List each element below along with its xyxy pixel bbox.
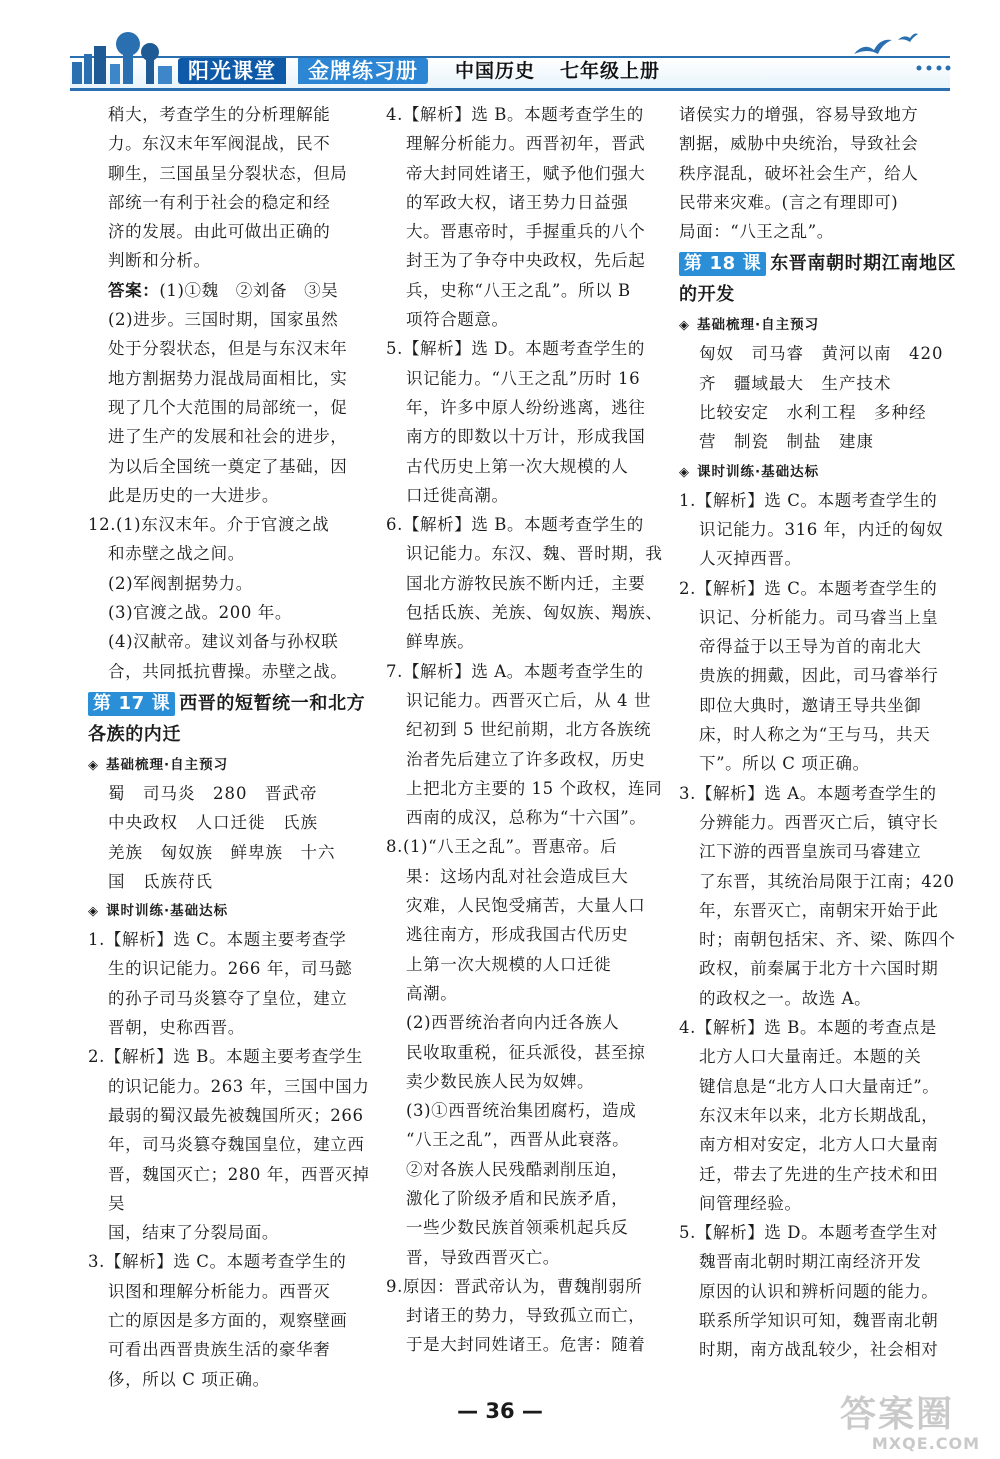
text-line: 政权，前秦属于北方十六国时期 (699, 959, 939, 979)
text-line: 地方割据势力混战局面相比，实 (108, 368, 348, 388)
text-line: 1.【解析】选 C。本题主要考查学 (88, 930, 347, 950)
text-line: 识记、分析能力。司马睿当上皇 (699, 607, 939, 627)
text-line: 秩序混乱，破坏社会生产，给人 (679, 163, 919, 183)
text-line: 的识记能力。263 年，三国中国力 (108, 1076, 370, 1096)
section-heading: ◈ 课时训练·基础达标 (679, 459, 961, 486)
text-line: ②对各族人民残酷剥削压迫， (406, 1159, 629, 1179)
text-line: 理解分析能力。西晋初年，晋武 (406, 134, 646, 154)
text-line: 南方的即数以十万计，形成我国 (406, 427, 646, 447)
skyline-icon (70, 28, 180, 88)
lesson-17-heading (88, 688, 370, 750)
text-line: 江下游的西晋皇族司马睿建立 (699, 842, 922, 862)
text-line: 时期，南方战乱较少，社会相对 (699, 1340, 939, 1360)
diamond-icon: ◈ (679, 464, 690, 480)
text-line: 5.【解析】选 D。本题考查学生对 (679, 1223, 938, 1243)
lesson-18-heading (679, 248, 961, 310)
text-line: 年，司马炎篡夺魏国皇位，建立西 (108, 1135, 365, 1155)
text-line: 民收取重税，征兵派役，甚至掠 (406, 1042, 646, 1062)
text-line: 年，许多中原人纷纷逃离，逃往 (406, 397, 646, 417)
keyword-line: 中央政权 人口迁徙 氏族 (108, 813, 318, 833)
text-line: 9.原因：晋武帝认为，曹魏削弱所 (386, 1276, 643, 1296)
section-heading: ◈ 基础梳理·自主预习 (88, 752, 370, 779)
column-1 (88, 100, 370, 1394)
subject-label: 中国历史 (455, 60, 536, 82)
keyword-line: 国 氐族苻氏 (108, 871, 213, 891)
text-line: 国北方游牧民族不断内迁，主要 (406, 573, 646, 593)
text-line: 逃往南方，形成我国古代历史 (406, 925, 629, 945)
text-line: 贵族的拥戴，因此，司马睿举行 (699, 666, 939, 686)
text-line: 处于分裂状态，但是与东汉末年 (108, 339, 348, 359)
column-2 (386, 100, 668, 1360)
page-header (70, 28, 950, 88)
text-line: 亡的原因是多方面的，观察壁画 (108, 1310, 348, 1330)
text-line: 时；南朝包括宋、齐、梁、陈四个 (699, 930, 956, 950)
text-line: 项符合题意。 (406, 310, 509, 330)
text-line: 一些少数民族首领乘机起兵反 (406, 1218, 629, 1238)
text-line: 稍大，考查学生的分析理解能 (108, 105, 331, 124)
text-line: 部统一有利于社会的稳定和经 (108, 192, 331, 212)
text-line: 古代历史上第一次大规模的人 (406, 456, 629, 476)
text-line: 的孙子司马炎篡夺了皇位，建立 (108, 988, 348, 1008)
text-line: 了东晋，其统治局限于江南；420 (699, 871, 955, 891)
text-line: 4.【解析】选 B。本题的考查点是 (679, 1018, 937, 1038)
lesson-title: 西晋的短暂统一和北方各族的内迁 (88, 692, 366, 745)
text-line: 大。晋惠帝时，手握重兵的八个 (406, 222, 646, 242)
text-line: 下”。所以 C 项正确。 (699, 754, 870, 774)
text-line: 纪初到 5 世纪前期，北方各族统 (406, 720, 652, 740)
text-line: 4.【解析】选 B。本题考查学生的 (386, 105, 644, 124)
text-line: 兵，史称“八王之乱”。所以 B (406, 280, 631, 300)
lesson-title: 东晋南朝时期江南地区的开发 (679, 253, 957, 306)
watermark-url: MXQE.COM (871, 1434, 980, 1453)
keyword-line: 羌族 匈奴族 鲜卑族 十六 (108, 842, 336, 862)
text-line: 识记能力。西晋灭亡后，从 4 世 (406, 690, 652, 710)
text-line: (2)西晋统治者向内迁各族人 (406, 1013, 620, 1033)
text-line: 识图和理解分析能力。西晋灭 (108, 1281, 331, 1301)
text-line: 晋朝，史称西晋。 (108, 1018, 245, 1038)
text-line: (3)官渡之战。200 年。 (108, 603, 293, 623)
text-line: 西南的成汉，总称为“十六国”。 (406, 808, 647, 828)
text-line: 东汉末年以来，北方长期战乱， (699, 1105, 939, 1125)
text-line: 果：这场内乱对社会造成巨大 (406, 866, 629, 886)
text-line: 可看出西晋贵族生活的豪华奢 (108, 1340, 331, 1360)
text-line: 帝得益于以王导为首的南北大 (699, 637, 922, 657)
text-line: 晋，导致西晋灭亡。 (406, 1247, 560, 1267)
text-line: 原因的认识和辨析问题的能力。 (699, 1281, 939, 1301)
text-line: 的军政大权，诸王势力日益强 (406, 192, 629, 212)
text-line: 8.(1)“八王之乱”。晋惠帝。后 (386, 837, 618, 857)
text-line: 6.【解析】选 B。本题考查学生的 (386, 515, 644, 535)
text-line: 和赤壁之战之间。 (108, 544, 245, 564)
watermark-logo (840, 1395, 990, 1453)
text-line: 合，共同抵抗曹操。赤壁之战。 (108, 661, 348, 681)
brand-title: 阳光课堂 (178, 58, 286, 84)
text-line: 最弱的蜀汉最先被魏国所灭；266 (108, 1105, 364, 1125)
text-line: 诸侯实力的增强，容易导致地方 (679, 105, 919, 124)
text-line: 即位大典时，邀请王导共坐御 (699, 695, 922, 715)
text-line: 年，东晋灭亡，南朝宋开始于此 (699, 900, 939, 920)
text-line: (2)进步。三国时期，国家虽然 (108, 310, 339, 330)
text-line: 治者先后建立了许多政权，历史 (406, 749, 646, 769)
text-line: 人灭掉西晋。 (699, 549, 802, 569)
text-line: 为以后全国统一奠定了基础，因 (108, 456, 348, 476)
text-line: 于是大封同姓诸王。危害：随着 (406, 1335, 646, 1355)
text-line: 鲜卑族。 (406, 632, 475, 652)
text-line: 3.【解析】选 C。本题考查学生的 (88, 1252, 347, 1272)
keyword-line: 营 制瓷 制盐 建康 (699, 432, 874, 452)
text-line: 南方相对安定，北方人口大量南 (699, 1135, 939, 1155)
text-line: 生的识记能力。266 年，司马懿 (108, 959, 353, 979)
text-line: 2.【解析】选 B。本题主要考查学生 (88, 1047, 363, 1067)
text-line: 联系所学知识可知，魏晋南北朝 (699, 1310, 939, 1330)
text-line: 包括氐族、羌族、匈奴族、羯族、 (406, 603, 663, 623)
text-line: 现了几个大范围的局部统一，促 (108, 397, 348, 417)
text-line: 识记能力。“八王之乱”历时 16 (406, 368, 641, 388)
text-line: 济的发展。由此可做出正确的 (108, 222, 331, 242)
text-line: 分辨能力。西晋灭亡后，镇守长 (699, 812, 939, 832)
brand-subtitle: 金牌练习册 (298, 58, 428, 84)
text-line: 12.(1)东汉末年。介于官渡之战 (88, 515, 330, 535)
text-line: 此是历史的一大进步。 (108, 485, 279, 505)
text-line: 进了生产的发展和社会的进步， (108, 427, 348, 447)
text-line: 激化了阶级矛盾和民族矛盾， (406, 1188, 629, 1208)
text-line: 聊生，三国虽呈分裂状态，但局 (108, 163, 348, 183)
lesson-badge: 第 17 课 (88, 692, 175, 716)
text-line: 1.【解析】选 C。本题考查学生的 (679, 490, 938, 510)
column-3 (679, 100, 961, 1365)
keyword-line: 齐 疆域最大 生产技术 (699, 373, 892, 393)
text-line: 国，结束了分裂局面。 (108, 1223, 279, 1243)
diamond-icon: ◈ (88, 757, 99, 773)
text-line: 间管理经验。 (699, 1193, 802, 1213)
text-line: “八王之乱”，西晋从此衰落。 (406, 1130, 630, 1150)
text-line: (1)①魏 ②刘备 ③吴 (159, 280, 339, 300)
answer-label: 答案： (108, 280, 160, 300)
text-line: 的政权之一。故选 A。 (699, 988, 872, 1008)
text-line: 5.【解析】选 D。本题考查学生的 (386, 339, 645, 359)
text-line: 高潮。 (406, 983, 458, 1003)
text-line: 侈，所以 C 项正确。 (108, 1369, 270, 1389)
text-line: 民带来灾难。(言之有理即可) (679, 192, 899, 212)
text-line: 识记能力。东汉、魏、晋时期，我 (406, 544, 663, 564)
section-heading: ◈ 课时训练·基础达标 (88, 898, 370, 925)
lesson-badge: 第 18 课 (679, 252, 766, 276)
text-line: 力。东汉末年军阀混战，民不 (108, 134, 331, 154)
header-dots-icon (915, 62, 951, 74)
text-line: 判断和分析。 (108, 251, 211, 271)
text-line: 割据，威胁中央统治，导致社会 (679, 134, 919, 154)
text-line: 迁，带去了先进的生产技术和田 (699, 1164, 939, 1184)
text-line: 局面：“八王之乱”。 (679, 222, 834, 242)
text-line: 上第一次大规模的人口迁徙 (406, 954, 612, 974)
text-line: 2.【解析】选 C。本题考查学生的 (679, 578, 938, 598)
diamond-icon: ◈ (679, 318, 690, 334)
text-line: 键信息是“北方人口大量南迁”。 (699, 1076, 940, 1096)
text-line: 封诸王的势力，导致孤立而亡， (406, 1306, 646, 1326)
text-line: 封王为了争夺中央政权，先后起 (406, 251, 646, 271)
text-line: 口迁徙高潮。 (406, 485, 509, 505)
diamond-icon: ◈ (88, 904, 99, 920)
text-line: 上把北方主要的 15 个政权，连同 (406, 778, 663, 798)
text-line: 北方人口大量南迁。本题的关 (699, 1047, 922, 1067)
text-line: (2)军阀割据势力。 (108, 573, 253, 593)
text-line: 帝大封同姓诸王，赋予他们强大 (406, 163, 646, 183)
text-line: 7.【解析】选 A。本题考查学生的 (386, 661, 644, 681)
text-line: 卖少数民族人民为奴婢。 (406, 1071, 595, 1091)
text-line: 识记能力。316 年，内迁的匈奴 (699, 519, 944, 539)
answer-line (88, 276, 370, 305)
keyword-line: 比较安定 水利工程 多种经 (699, 403, 927, 423)
text-line: 魏晋南北朝时期江南经济开发 (699, 1252, 922, 1272)
text-line: 晋，魏国灭亡；280 年，西晋灭掉吴 (108, 1164, 370, 1213)
birds-icon (850, 32, 920, 62)
text-line: 床，时人称之为“王与马，共天 (699, 725, 931, 745)
watermark-text: 答案圈 (840, 1394, 955, 1435)
keyword-line: 蜀 司马炎 280 晋武帝 (108, 783, 318, 803)
keyword-line: 匈奴 司马睿 黄河以南 420 (699, 344, 944, 364)
text-line: 灾难，人民饱受痛苦，大量人口 (406, 896, 646, 916)
page-number: — 36 — (457, 1399, 543, 1423)
text-line: 3.【解析】选 A。本题考查学生的 (679, 783, 937, 803)
grade-label: 七年级上册 (560, 60, 661, 82)
text-line: (3)①西晋统治集团腐朽，造成 (406, 1101, 637, 1121)
section-heading: ◈ 基础梳理·自主预习 (679, 312, 961, 339)
text-line: (4)汉献帝。建议刘备与孙权联 (108, 632, 339, 652)
